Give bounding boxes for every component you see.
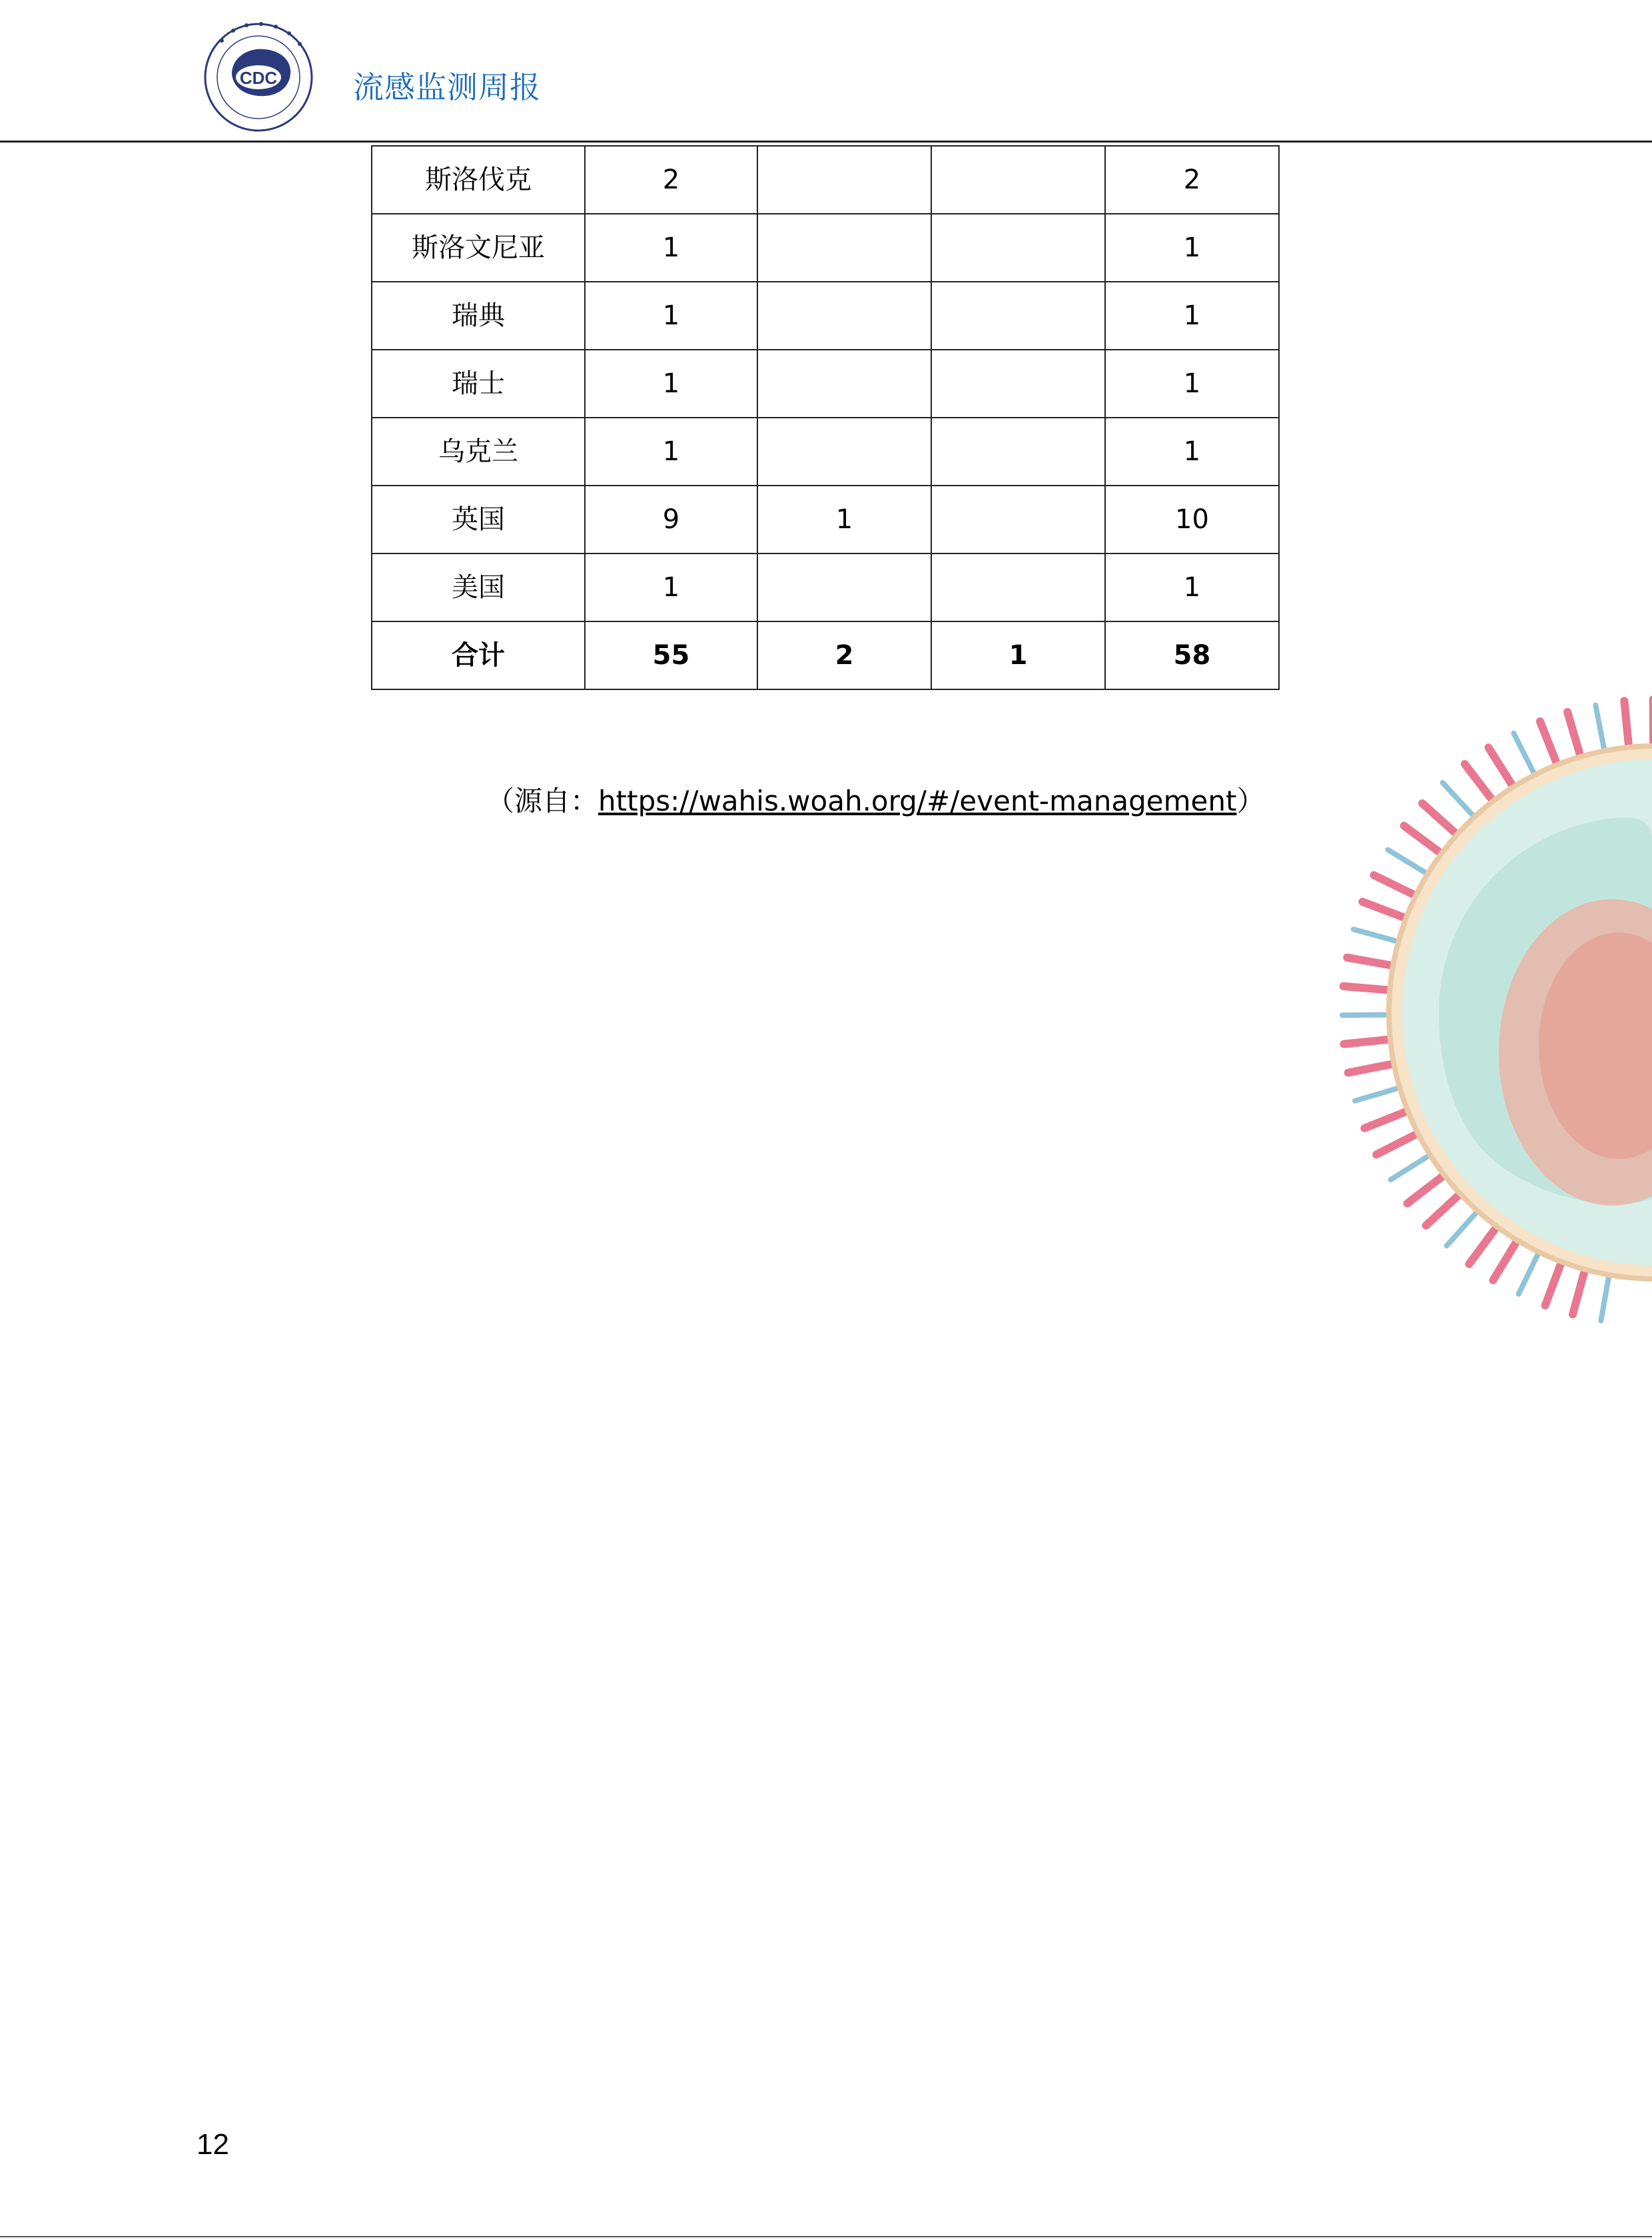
- virus-spike: [1347, 958, 1396, 966]
- table-row: [372, 146, 1279, 214]
- virus-spike: [1344, 1039, 1394, 1044]
- source-citation: [486, 779, 1264, 819]
- virus-spike: [1469, 1224, 1499, 1264]
- total-cell: 1: [1105, 282, 1279, 350]
- virus-spike: [1519, 1249, 1541, 1294]
- value-cell: [931, 214, 1105, 282]
- value-cell: [757, 282, 931, 350]
- virus-spike: [1344, 986, 1394, 990]
- value-cell: [931, 146, 1105, 214]
- virus-spike: [1404, 826, 1444, 856]
- value-cell: [931, 350, 1105, 418]
- footer-divider: [0, 2236, 1652, 2237]
- virus-spike: [1374, 875, 1419, 897]
- value-cell: 1: [585, 350, 757, 418]
- virus-spike: [1348, 1063, 1398, 1072]
- value-cell: 1: [757, 486, 931, 554]
- country-case-table: [371, 145, 1280, 690]
- virus-spike: [1545, 1259, 1563, 1306]
- header-divider: [0, 141, 1652, 143]
- table-row: [372, 418, 1279, 486]
- virus-spike: [1422, 803, 1459, 837]
- virus-spike: [1489, 747, 1515, 789]
- virus-spike: [1624, 701, 1629, 751]
- virus-illustration: [1326, 693, 1652, 1332]
- country-cell: 瑞士: [372, 350, 585, 418]
- value-cell: [931, 486, 1105, 554]
- value-cell: 1: [585, 214, 757, 282]
- country-cell: 合计: [372, 621, 585, 689]
- virus-spike: [1443, 783, 1477, 819]
- virus-spike: [1567, 712, 1581, 760]
- value-cell: 1: [585, 554, 757, 621]
- value-cell: [931, 418, 1105, 486]
- country-cell: 斯洛文尼亚: [372, 214, 585, 282]
- source-suffix: ）: [1236, 785, 1265, 817]
- virus-spike: [1513, 733, 1536, 778]
- virus-spike: [1391, 1153, 1433, 1180]
- country-cell: 英国: [372, 486, 585, 554]
- virus-spike: [1342, 1014, 1392, 1015]
- virus-spike: [1493, 1238, 1519, 1280]
- virus-spike: [1355, 1087, 1403, 1101]
- value-cell: [757, 418, 931, 486]
- virus-spike: [1426, 1192, 1463, 1226]
- total-cell: 1: [1105, 350, 1279, 418]
- source-prefix: （源自：: [486, 785, 599, 817]
- virus-spike: [1376, 1132, 1421, 1154]
- value-cell: [757, 350, 931, 418]
- table-row: [372, 282, 1279, 350]
- table-total-row: [372, 621, 1279, 689]
- cdc-logo: [192, 11, 325, 137]
- value-cell: 2: [585, 146, 757, 214]
- virus-spike: [1601, 1272, 1609, 1321]
- value-cell: 9: [585, 486, 757, 554]
- virus-spike: [1354, 929, 1402, 942]
- table-row: [372, 214, 1279, 282]
- virus-spike: [1362, 902, 1409, 920]
- value-cell: 2: [757, 621, 931, 689]
- value-cell: [931, 282, 1105, 350]
- source-link[interactable]: https://wahis.woah.org/#/event-management: [598, 785, 1237, 817]
- table-row: [372, 486, 1279, 554]
- value-cell: 55: [585, 621, 757, 689]
- virus-spike: [1364, 1110, 1411, 1128]
- total-cell: 10: [1105, 486, 1279, 554]
- page-number: 12: [197, 2128, 229, 2161]
- value-cell: 1: [931, 621, 1105, 689]
- total-cell: 1: [1105, 554, 1279, 621]
- total-cell: 1: [1105, 214, 1279, 282]
- logo-text: CDC: [239, 68, 278, 88]
- table-row: [372, 350, 1279, 418]
- total-cell: 1: [1105, 418, 1279, 486]
- value-cell: [931, 554, 1105, 621]
- total-cell: 58: [1105, 621, 1279, 689]
- virus-spike: [1447, 1208, 1480, 1246]
- total-cell: 2: [1105, 146, 1279, 214]
- virus-spike: [1573, 1266, 1586, 1314]
- country-cell: 斯洛伐克: [372, 146, 585, 214]
- value-cell: [757, 146, 931, 214]
- virus-spike: [1595, 705, 1605, 755]
- country-cell: 瑞典: [372, 282, 585, 350]
- virus-spike: [1388, 850, 1430, 876]
- value-cell: [757, 554, 931, 621]
- value-cell: 1: [585, 418, 757, 486]
- virus-spike: [1540, 721, 1559, 768]
- value-cell: 1: [585, 282, 757, 350]
- country-cell: 美国: [372, 554, 585, 621]
- virus-spike: [1465, 764, 1495, 804]
- table-row: [372, 554, 1279, 621]
- value-cell: [757, 214, 931, 282]
- report-title: 流感监测周报: [353, 69, 541, 105]
- country-cell: 乌克兰: [372, 418, 585, 486]
- virus-spike: [1408, 1173, 1447, 1204]
